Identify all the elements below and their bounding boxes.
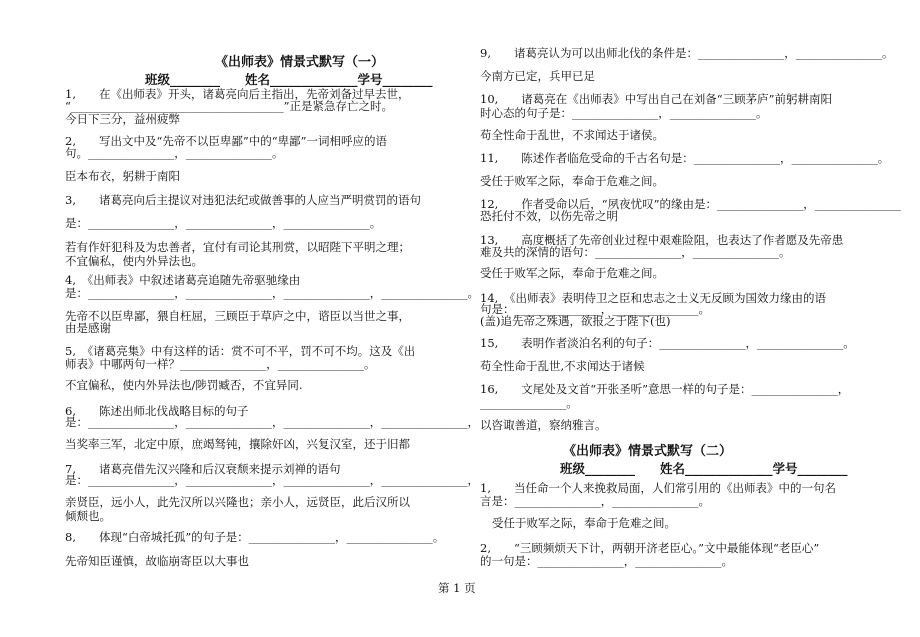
right-line: 11, 陈述作者临危受命的千古名句是：_______________，_______________。	[480, 151, 890, 165]
left-line: 是：_______________，_______________，_______________，_______________，	[65, 473, 479, 487]
right-line: 句是：_______________，_______________。	[480, 302, 710, 316]
right-line: 的一句是：_______________，_______________。	[480, 554, 733, 568]
left-line: 是：_______________，_______________，_______________，_______________，	[65, 415, 479, 429]
left-answer: 先帝知臣谨慎，故临崩寄臣以大事也	[65, 554, 249, 568]
left-line: 5, 《诸葛亮集》中有这样的话：赏不可不平，罚不可不均。这及《出	[65, 344, 416, 358]
right-line: 言是：_______________，_______________。	[480, 494, 710, 508]
left-answer: 当奖率三军，北定中原，庶竭驽钝，攘除奸凶，兴复汉室，还于旧都	[65, 437, 410, 451]
worksheet-title-1: 《出师表》情景式默写（一）	[215, 55, 385, 70]
right-answer: 今南方已定，兵甲已足	[480, 69, 595, 83]
left-line: 是：_______________，_______________，_______________，_______________。	[65, 286, 479, 300]
left-answer: 亲贤臣，远小人，此先汉所以兴隆也；亲小人，远贤臣，此后汉所以	[65, 495, 410, 509]
right-line: 9, 诸葛亮认为可以出师北伐的条件是：_______________，_______________。	[480, 46, 894, 60]
right-line: 时心态的句子是：_______________，_______________。	[480, 106, 768, 120]
left-line: 是：_______________，_______________，_______________。	[65, 216, 382, 230]
right-answer: 受任于败军之际，奉命于危难之间。	[492, 516, 676, 530]
left-line: 6, 陈述出师北伐战略目标的句子	[65, 404, 249, 418]
right-answer: 受任于败军之际，奉命于危难之间。	[480, 266, 664, 280]
left-line: 3, 诸葛亮向后主提议对违犯法纪或做善事的人应当严明赏罚的语句	[65, 193, 421, 207]
right-line: 2, “三顾频烦天下计，两朝开济老臣心。”文中最能体现“老臣心”	[480, 541, 820, 555]
right-answer: 苟全性命于乱世，不求闻达于诸侯。	[480, 128, 664, 142]
left-line: “_____________________________________”正是紧急存亡之时。	[65, 99, 394, 113]
left-line: 7, 诸葛亮借先汉兴隆和后汉衰颓来提示刘禅的语句	[65, 462, 341, 476]
left-answer: 若有作奸犯科及为忠善者，宜付有司论其刑赏，以昭陛下平明之理；	[65, 240, 410, 254]
left-answer: 今日下三分，益州疲弊	[65, 112, 180, 126]
right-answer: (盖)追先帝之殊遇，欲报之于陛下(也)	[480, 314, 671, 328]
page-number: 第 1 页	[438, 581, 476, 595]
worksheet-title-2: 《出师表》情景式默写（二）	[563, 444, 733, 459]
left-answer: 倾颓也。	[65, 509, 111, 523]
left-line: 1, 在《出师表》开头，诸葛亮向后主指出，先帝刘备过早去世，	[65, 87, 410, 101]
right-line: 难及共的深情的语句：_______________，_______________。	[480, 245, 791, 259]
right-answer: 以咨诹善道，察纳雅言。	[480, 418, 607, 432]
right-answer: 受任于败军之际，奉命于危难之间。	[480, 174, 664, 188]
student-info-header-1: 班级________ 姓名______________学号________	[145, 72, 433, 87]
right-line: 14, 《出师表》表明侍卫之臣和忠志之士义无反顾为国效力缘由的语	[480, 291, 827, 305]
left-line: 句。_______________，_______________。	[65, 146, 284, 160]
right-line: _______________。	[480, 396, 578, 410]
left-answer: 由是感谢	[65, 321, 111, 335]
left-line: 师表》中哪两句一样？_______________，_______________。	[65, 357, 376, 371]
right-line: 12, 作者受命以后，“夙夜忧叹”的缘由是：_______________，_______________	[480, 197, 902, 211]
right-line: 16, 文尾处及文首“开张圣听”意思一样的句子是：_______________，	[480, 382, 850, 396]
right-line: 10, 诸葛亮在《出师表》中写出自己在刘备“三顾茅庐”前躬耕南阳	[480, 92, 833, 106]
left-answer: 先帝不以臣卑鄙，猥自枉屈，三顾臣于草庐之中，谘臣以当世之事，	[65, 309, 410, 323]
left-answer: 不宜偏私，使内外异法也。	[65, 254, 203, 268]
right-answer: 苟全性命于乱世,不求闻达于诸候	[480, 359, 645, 373]
right-line: 1, 当任命一个人来挽救局面，人们常引用的《出师表》中的一句名	[480, 481, 836, 495]
left-line: 8, 体现“白帝城托孤”的句子是：_______________，_______________。	[65, 530, 445, 544]
student-info-header-2: 班级________ 姓名______________学号________	[560, 461, 848, 476]
left-answer: 不宜偏私，使内外异法也/陟罚臧否，不宜异同.	[65, 378, 303, 392]
left-answer: 臣本布衣，躬耕于南阳	[65, 169, 180, 183]
left-line: 2, 写出文中及“先帝不以臣卑鄙”中的“卑鄙”一词相呼应的语	[65, 134, 387, 148]
right-answer: 恐托付不效，以伤先帝之明	[480, 209, 618, 223]
right-line: 13, 高度概括了先帝创业过程中艰难险阻，也表达了作者愿及先帝患	[480, 233, 844, 247]
left-line: 4, 《出师表》中叙述诸葛亮追随先帝驱驰缘由	[65, 273, 301, 287]
right-line: 15, 表明作者淡泊名利的句子：_______________，_______________。	[480, 336, 855, 350]
